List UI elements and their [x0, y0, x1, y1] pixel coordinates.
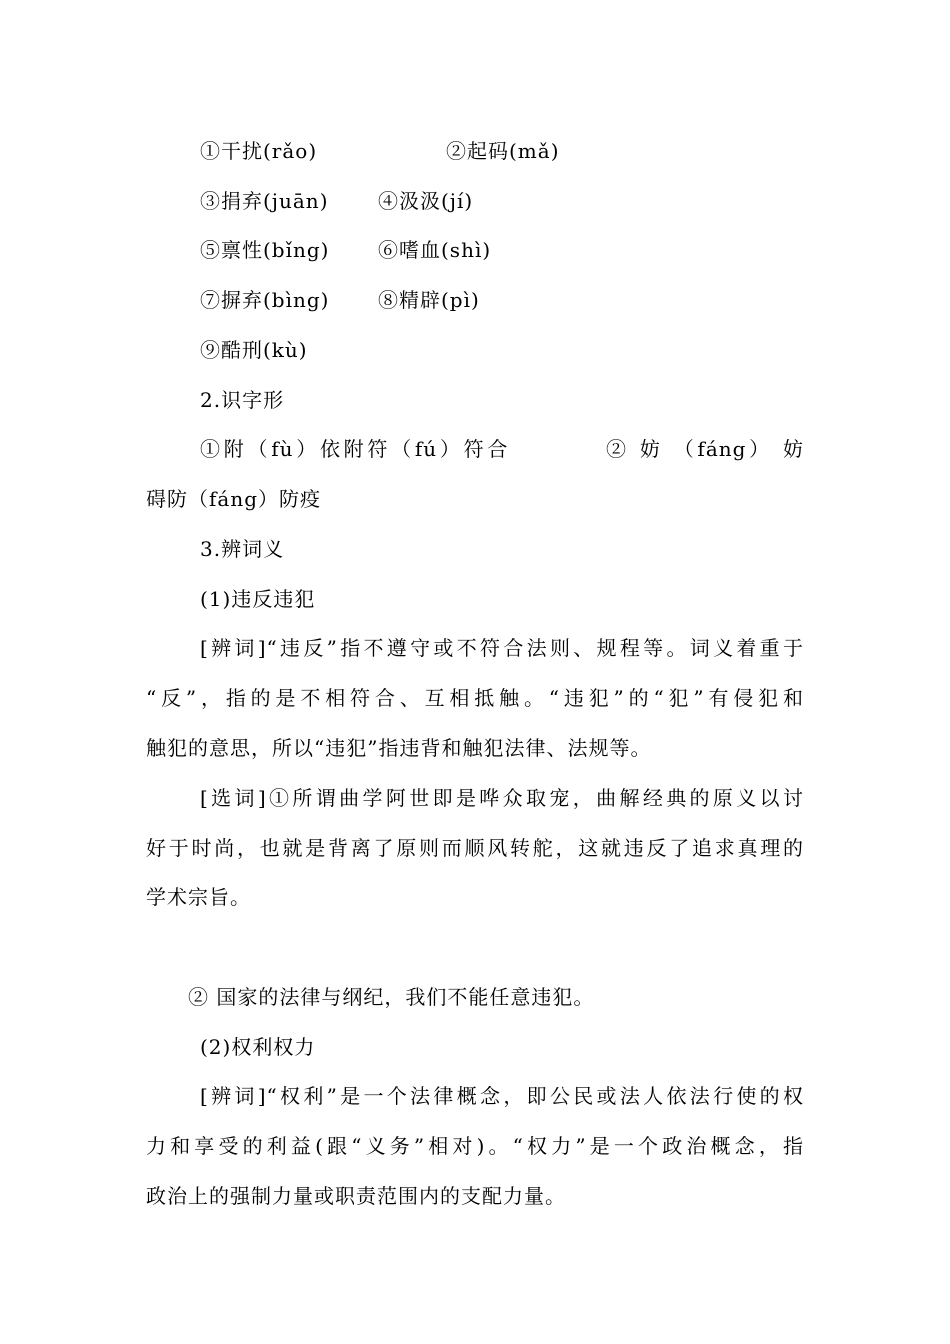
pinyin-item-9: ⑨酷刑(kù)	[200, 338, 308, 362]
subsection-heading-1: (1)违反违犯	[200, 587, 316, 611]
pinyin-item-4: ④汲汲(jí)	[378, 189, 474, 213]
pinyin-item-7: ⑦摒弃(bìng)	[200, 288, 330, 312]
section2-line-1: ①附（fù）依附符（fú）符合 ② 妨 （fáng） 妨	[200, 437, 804, 461]
xuanci-line: [选词]①所谓曲学阿世即是哗众取宠，曲解经典的原义以讨	[200, 786, 804, 810]
xuanci-line: 好于时尚，也就是背离了原则而顺风转舵，这就违反了追求真理的	[146, 836, 804, 860]
bianci-line: 力和享受的利益(跟“义务”相对)。“权力”是一个政治概念，指	[146, 1134, 804, 1158]
bianci-line: 政治上的强制力量或职责范围内的支配力量。	[146, 1184, 566, 1208]
xuanci-item-2: ② 国家的法律与纲纪，我们不能任意违犯。	[188, 985, 595, 1009]
bianci-line: 触犯的意思，所以“违犯”指违背和触犯法律、法规等。	[146, 736, 652, 760]
pinyin-item-1: ①干扰(rǎo)	[200, 139, 318, 163]
bianci-line: “反”，指的是不相符合、互相抵触。“违犯”的“犯”有侵犯和	[146, 686, 804, 710]
section-heading-2: 2.识字形	[200, 388, 285, 412]
bianci-line: [辨词]“违反”指不遵守或不符合法则、规程等。词义着重于	[200, 636, 804, 660]
pinyin-item-2: ②起码(mǎ)	[446, 139, 560, 163]
pinyin-item-6: ⑥嗜血(shì)	[378, 238, 492, 262]
pinyin-item-8: ⑧精辟(pì)	[378, 288, 480, 312]
pinyin-item-3: ③捐弃(juān)	[200, 189, 329, 213]
pinyin-item-5: ⑤禀性(bǐng)	[200, 238, 330, 262]
section2-line-2: 碍防（fáng）防疫	[146, 487, 322, 511]
bianci-line: [辨词]“权利”是一个法律概念，即公民或法人依法行使的权	[200, 1084, 804, 1108]
xuanci-line: 学术宗旨。	[146, 885, 251, 909]
subsection-heading-2: (2)权利权力	[200, 1035, 316, 1059]
section-heading-3: 3.辨词义	[200, 537, 285, 561]
